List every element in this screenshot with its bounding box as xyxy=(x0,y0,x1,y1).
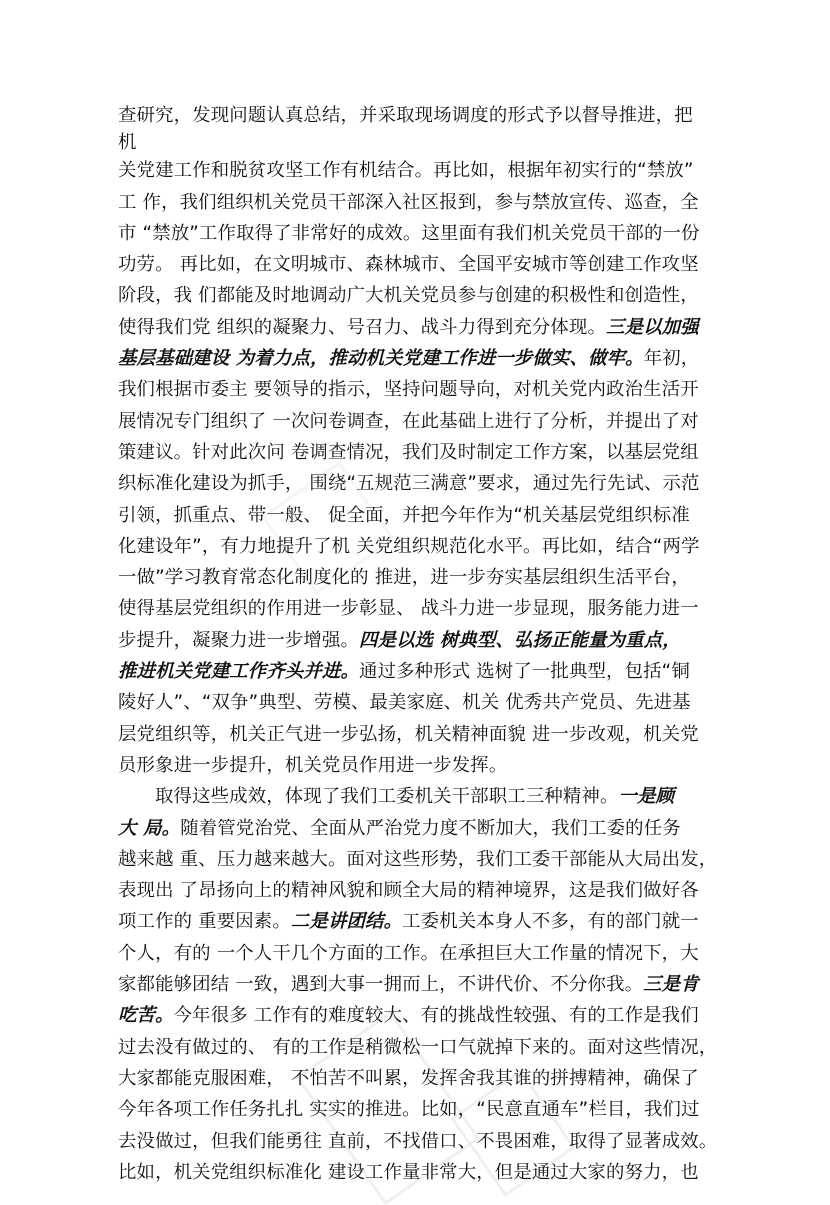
body-text: 过去没有做过的、 有的工作是稍微松一口气就掉下来的。面对这些情况， xyxy=(118,1036,718,1058)
body-text: 化建设年”，有力地提升了机 关党组织规范化水平。再比如，结合“两学 xyxy=(118,535,700,557)
text-line xyxy=(118,500,743,531)
text-line xyxy=(118,1094,743,1125)
body-text: 取得这些成效，体现了我们工委机关干部职工三种精神。 xyxy=(155,786,619,808)
text-line xyxy=(118,656,743,687)
text-line xyxy=(118,875,743,906)
text-line xyxy=(118,343,743,374)
emphasis-text: 三是以加强 xyxy=(606,316,699,338)
text-line xyxy=(118,562,743,593)
emphasis-text: 四是以选 树典型、弘扬正能量为重点， xyxy=(359,629,681,651)
body-text: 工 作，我们组织机关党员干部深入社区报到，参与禁放宣传、巡查，全 xyxy=(118,191,699,213)
body-text: 市 “禁放”工作取得了非常好的成效。这里面有我们机关党员干部的一份 xyxy=(118,222,700,244)
text-line xyxy=(118,625,743,656)
body-text: 越来越 重、压力越来越大。面对这些形势，我们工委干部能从大局出发， xyxy=(118,848,718,870)
body-text: 个人，有的 一个人干几个方面的工作。在承担巨大工作量的情况下，大 xyxy=(118,942,699,964)
body-text: 策建议。针对此次问 卷调查情况，我们及时制定工作方案，以基层党组 xyxy=(118,441,699,463)
body-text: 我们根据市委主 要领导的指示，坚持问题导向，对机关党内政治生活开 xyxy=(118,379,699,401)
text-line xyxy=(118,249,743,280)
body-text: 大家都能克服困难， 不怕苦不叫累，发挥舍我其谁的拼搏精神，确保了 xyxy=(118,1067,699,1089)
text-line xyxy=(118,100,743,131)
text-line xyxy=(118,312,743,343)
body-text: 家都能够团结 一致，遇到大事一拥而上，不讲代价、不分你我。 xyxy=(118,974,644,996)
body-text: 查研究，发现问题认真总结，并采取现场调度的形式予以督导推进，把 xyxy=(118,105,693,126)
body-text: 工委机关本身人不多，有的部门就一 xyxy=(402,911,699,933)
body-text: 引领，抓重点、带一般、 促全面，并把今年作为“机关基层党组织标准 xyxy=(118,504,690,526)
emphasis-text: 大 局。 xyxy=(118,817,181,839)
text-line xyxy=(118,1157,743,1188)
text-line xyxy=(118,280,743,311)
text-line xyxy=(118,1000,743,1031)
text-line xyxy=(118,218,743,249)
body-text: 表现出 了昂扬向上的精神风貌和顾全大局的精神境界，这是我们做好各 xyxy=(118,880,699,902)
text-line xyxy=(118,531,743,562)
body-text: 员形象进一步提升，机关党员作用进一步发挥。 xyxy=(118,754,508,776)
body-text: 使得基层党组织的作用进一步彰显、 战斗力进一步显现，服务能力进一 xyxy=(118,598,699,620)
body-text: 层党组织等，机关正气进一步弘扬，机关精神面貌 进一步改观，机关党 xyxy=(118,723,699,745)
text-line xyxy=(118,719,743,750)
body-text: 关党建工作和脱贫攻坚工作有机结合。再比如，根据年初实行的“禁放” xyxy=(118,160,694,182)
text-line xyxy=(118,437,743,468)
text-line xyxy=(118,781,743,812)
body-text: 陵好人”、“双争”典型、劳模、最美家庭、机关 优秀共产党员、先进基 xyxy=(118,692,691,714)
emphasis-text: 吃苦。 xyxy=(118,1005,174,1027)
text-line xyxy=(118,938,743,969)
text-line xyxy=(118,374,743,405)
text-line xyxy=(118,1126,743,1157)
body-text: 步提升，凝聚力进一步增强。 xyxy=(118,629,360,651)
text-line xyxy=(118,131,743,155)
document-body xyxy=(118,100,743,1188)
text-line xyxy=(118,406,743,437)
text-line xyxy=(118,1032,743,1063)
body-text: 今年各项工作任务扎扎 实实的推进。比如，“民意直通车”栏目，我们过 xyxy=(118,1099,700,1121)
emphasis-text: 二是讲团结。 xyxy=(290,911,403,933)
text-line xyxy=(118,844,743,875)
body-text: 随着管党治党、全面从严治党力度不断加大，我们工委的任务 xyxy=(180,817,681,839)
body-text: 一做”学习教育常态化制度化的 推进，进一步夯实基层组织生活平台， xyxy=(118,567,690,589)
text-line xyxy=(118,969,743,1000)
body-text: 织标准化建设为抓手， 围绕“五规范三满意”要求，通过先行先试、示范 xyxy=(118,473,700,495)
body-text: 使得我们党 组织的凝聚力、号召力、战斗力得到充分体现。 xyxy=(118,316,607,338)
body-text: 今年很多 工作有的难度较大、有的挑战性较强、有的工作是我们 xyxy=(173,1005,699,1027)
body-text: 功劳。 再比如，在文明城市、森林城市、全国平安城市等创建工作攻坚 xyxy=(118,254,699,276)
text-line xyxy=(118,155,743,186)
body-text: 年初， xyxy=(643,348,700,370)
emphasis-text: 推进机关党建工作齐头并进。 xyxy=(118,661,360,683)
emphasis-text: 基层基础建设 为着力点，推动机关党建工作进一步做实、做牢。 xyxy=(118,348,644,370)
body-text: 阶段，我 们都能及时地调动广大机关党员参与创建的积极性和创造性， xyxy=(118,285,699,307)
body-text: 机 xyxy=(118,132,137,154)
body-text: 通过多种形式 选树了一批典型，包括“铜 xyxy=(359,661,690,683)
text-line xyxy=(118,813,743,844)
text-line xyxy=(118,187,743,218)
emphasis-text: 一是顾 xyxy=(618,786,675,808)
text-line xyxy=(118,468,743,499)
body-text: 比如，机关党组织标准化 建设工作量非常大，但是通过大家的努力，也 xyxy=(118,1161,699,1183)
body-text: 去没做过，但我们能勇往 直前，不找借口、不畏困难，取得了显著成效。 xyxy=(118,1130,718,1152)
text-line xyxy=(118,750,743,781)
text-line xyxy=(118,1063,743,1094)
text-line xyxy=(118,593,743,624)
text-line xyxy=(118,906,743,937)
body-text: 项工作的 重要因素。 xyxy=(118,911,291,933)
body-text: 展情况专门组织了 一次问卷调查，在此基础上进行了分析，并提出了对 xyxy=(118,410,699,432)
emphasis-text: 三是肯 xyxy=(643,974,699,996)
text-line xyxy=(118,687,743,718)
